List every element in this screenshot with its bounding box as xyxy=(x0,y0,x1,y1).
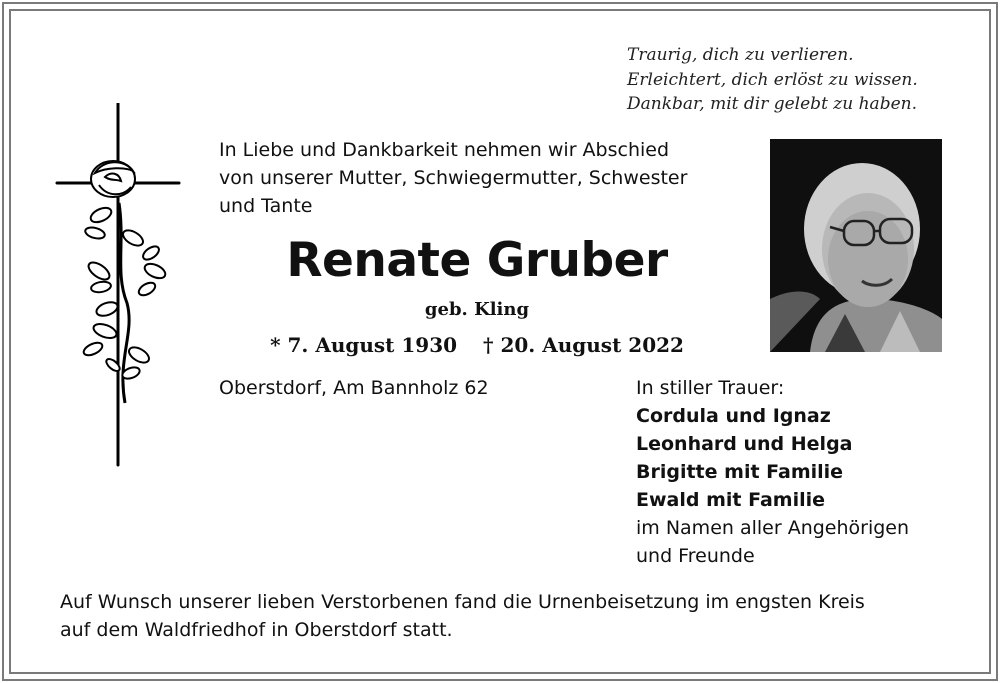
intro-line: von unserer Mutter, Schwiegermutter, Schwester xyxy=(219,167,688,189)
maiden-name: geb. Kling xyxy=(424,299,530,320)
intro-line: und Tante xyxy=(219,195,313,217)
footer-line: Auf Wunsch unserer lieben Verstorbenen fand die Urnenbeisetzung im engsten Kreis xyxy=(60,591,865,613)
mourners-closing: und Freunde xyxy=(636,545,755,567)
life-dates xyxy=(219,331,735,359)
memorial-quote xyxy=(627,43,918,117)
mourners-list xyxy=(636,374,909,570)
mourner-name: Ewald mit Familie xyxy=(636,489,825,511)
mourners-closing: im Namen aller Angehörigen xyxy=(636,517,910,539)
death-date: † 20. August 2022 xyxy=(483,333,684,357)
mourner-name: Leonhard und Helga xyxy=(636,433,853,455)
cross-with-rose-icon xyxy=(55,103,185,468)
mourner-name: Cordula und Ignaz xyxy=(636,405,831,427)
birth-date: * 7. August 1930 xyxy=(270,333,458,357)
footer-line: auf dem Waldfriedhof in Oberstdorf statt. xyxy=(60,619,453,641)
intro-line: In Liebe und Dankbarkeit nehmen wir Abschied xyxy=(219,139,670,161)
mourner-name: Brigitte mit Familie xyxy=(636,461,844,483)
quote-line: Erleichtert, dich erlöst zu wissen. xyxy=(627,69,918,90)
portrait-photo xyxy=(770,139,942,352)
quote-line: Dankbar, mit dir gelebt zu haben. xyxy=(627,94,917,114)
farewell-intro xyxy=(219,136,687,220)
portrait-image xyxy=(770,139,942,352)
mourners-heading: In stiller Trauer: xyxy=(636,377,785,399)
address: Oberstdorf, Am Bannholz 62 xyxy=(219,377,489,399)
rose-icon xyxy=(82,161,168,403)
burial-notice xyxy=(60,588,865,644)
deceased-name: Renate Gruber xyxy=(286,233,668,288)
quote-line: Traurig, dich zu verlieren. xyxy=(627,45,854,65)
